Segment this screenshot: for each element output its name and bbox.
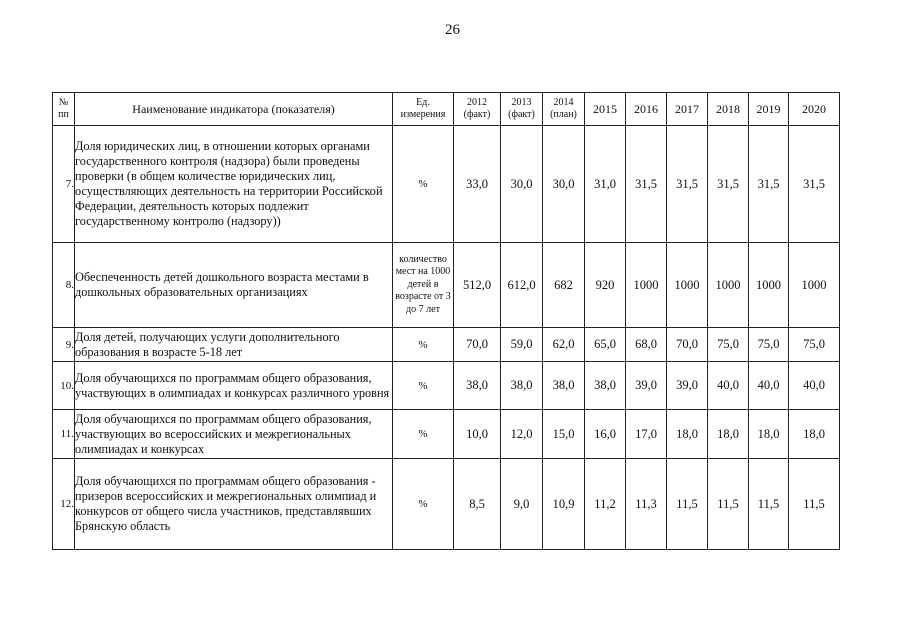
header-year-2017: 2017: [667, 93, 708, 126]
row-num: 9.: [53, 328, 75, 362]
row-num: 10.: [53, 362, 75, 410]
indicator-unit: количество мест на 1000 детей в возрасте от 3 до 7 лет: [393, 243, 454, 328]
value-2019: 31,5: [749, 126, 789, 243]
value-2019: 18,0: [749, 410, 789, 459]
value-2013: 9,0: [501, 459, 543, 550]
value-2015: 16,0: [585, 410, 626, 459]
header-num: № пп: [53, 93, 75, 126]
value-2013: 59,0: [501, 328, 543, 362]
value-2015: 920: [585, 243, 626, 328]
value-2019: 1000: [749, 243, 789, 328]
header-year-2013: 2013 (факт): [501, 93, 543, 126]
value-2015: 11,2: [585, 459, 626, 550]
value-2019: 11,5: [749, 459, 789, 550]
header-year-2015: 2015: [585, 93, 626, 126]
value-2012: 70,0: [454, 328, 501, 362]
value-2014: 682: [543, 243, 585, 328]
value-2020: 40,0: [789, 362, 840, 410]
value-2018: 11,5: [708, 459, 749, 550]
table-row: [53, 362, 840, 410]
header-row: [53, 93, 840, 126]
header-year-2012: 2012 (факт): [454, 93, 501, 126]
value-2013: 38,0: [501, 362, 543, 410]
value-2014: 62,0: [543, 328, 585, 362]
value-2020: 1000: [789, 243, 840, 328]
value-2016: 11,3: [626, 459, 667, 550]
value-2014: 15,0: [543, 410, 585, 459]
value-2014: 30,0: [543, 126, 585, 243]
indicator-name: Доля обучающихся по программам общего образования, участвующих во всероссийских и межрегиональных олимпиадах и конкурсах: [75, 410, 393, 459]
value-2018: 18,0: [708, 410, 749, 459]
header-year-2019: 2019: [749, 93, 789, 126]
value-2012: 10,0: [454, 410, 501, 459]
value-2015: 31,0: [585, 126, 626, 243]
row-num: 8.: [53, 243, 75, 328]
table-row: [53, 243, 840, 328]
indicator-unit: %: [393, 362, 454, 410]
value-2017: 18,0: [667, 410, 708, 459]
header-year-2014: 2014 (план): [543, 93, 585, 126]
value-2016: 17,0: [626, 410, 667, 459]
value-2012: 38,0: [454, 362, 501, 410]
value-2012: 8,5: [454, 459, 501, 550]
indicator-name: Доля обучающихся по программам общего образования - призеров всероссийских и межрегиональных олимпиад и конкурсов от общего числа участников, представлявших Брянскую область: [75, 459, 393, 550]
header-unit: Ед. измерения: [393, 93, 454, 126]
indicator-unit: %: [393, 459, 454, 550]
value-2012: 33,0: [454, 126, 501, 243]
value-2013: 612,0: [501, 243, 543, 328]
indicator-name: Доля детей, получающих услуги дополнительного образования в возрасте 5-18 лет: [75, 328, 393, 362]
value-2018: 1000: [708, 243, 749, 328]
value-2013: 12,0: [501, 410, 543, 459]
row-num: 12.: [53, 459, 75, 550]
value-2015: 38,0: [585, 362, 626, 410]
indicator-name: Доля обучающихся по программам общего образования, участвующих в олимпиадах и конкурсах различного уровня: [75, 362, 393, 410]
indicator-name: Доля юридических лиц, в отношении которых органами государственного контроля (надзора) были проведены проверки (в общем количестве юридических лиц, осуществляющих деятельность на территории Российской Федерации, деятельность которых подлежит государственному контролю (надзору)): [75, 126, 393, 243]
value-2017: 1000: [667, 243, 708, 328]
page-number: 26: [445, 22, 460, 38]
value-2020: 75,0: [789, 328, 840, 362]
value-2017: 39,0: [667, 362, 708, 410]
header-year-2018: 2018: [708, 93, 749, 126]
value-2020: 11,5: [789, 459, 840, 550]
value-2020: 31,5: [789, 126, 840, 243]
value-2019: 40,0: [749, 362, 789, 410]
value-2019: 75,0: [749, 328, 789, 362]
indicator-name: Обеспеченность детей дошкольного возраста местами в дошкольных образовательных организациях: [75, 243, 393, 328]
value-2017: 70,0: [667, 328, 708, 362]
value-2016: 68,0: [626, 328, 667, 362]
value-2014: 38,0: [543, 362, 585, 410]
value-2018: 40,0: [708, 362, 749, 410]
value-2013: 30,0: [501, 126, 543, 243]
value-2016: 1000: [626, 243, 667, 328]
table-row: [53, 410, 840, 459]
row-num: 7.: [53, 126, 75, 243]
value-2018: 31,5: [708, 126, 749, 243]
value-2014: 10,9: [543, 459, 585, 550]
value-2017: 31,5: [667, 126, 708, 243]
header-year-2020: 2020: [789, 93, 840, 126]
value-2017: 11,5: [667, 459, 708, 550]
value-2016: 39,0: [626, 362, 667, 410]
row-num: 11.: [53, 410, 75, 459]
value-2016: 31,5: [626, 126, 667, 243]
indicator-unit: %: [393, 126, 454, 243]
header-name: Наименование индикатора (показателя): [75, 93, 393, 126]
table-row: [53, 328, 840, 362]
value-2015: 65,0: [585, 328, 626, 362]
indicator-unit: %: [393, 328, 454, 362]
indicator-unit: %: [393, 410, 454, 459]
table-row: [53, 459, 840, 550]
value-2018: 75,0: [708, 328, 749, 362]
header-year-2016: 2016: [626, 93, 667, 126]
value-2020: 18,0: [789, 410, 840, 459]
indicators-table: [52, 92, 840, 550]
table-row: [53, 126, 840, 243]
value-2012: 512,0: [454, 243, 501, 328]
